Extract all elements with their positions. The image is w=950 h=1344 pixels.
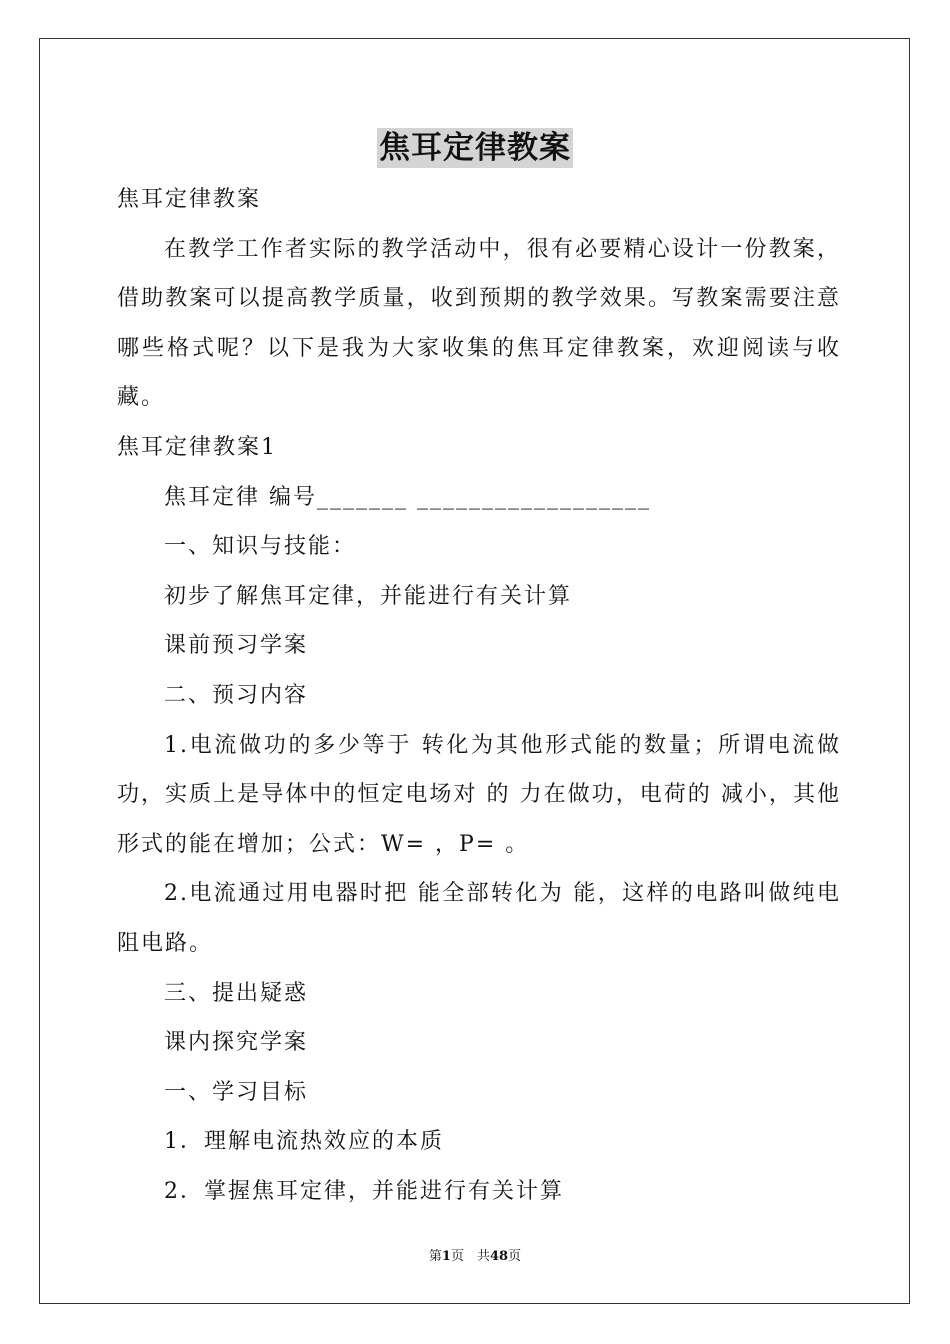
footer-suffix: 页 (508, 1249, 522, 1264)
paragraph: 1.电流做功的多少等于 转化为其他形式能的数量；所谓电流做功，实质上是导体中的恒定电场对 的 力在做功，电荷的 减小，其他形式的能在增加；公式：W= ，P= 。 (117, 732, 841, 857)
text-line: 1．理解电流热效应的本质 (164, 1129, 444, 1155)
total-pages: 48 (489, 1249, 509, 1264)
page-footer (0, 1248, 950, 1266)
paragraph: 2.电流通过用电器时把 能全部转化为 能，这样的电路叫做纯电阻电路。 (117, 881, 841, 956)
intro-paragraph: 在教学工作者实际的教学活动中，很有必要精心设计一份教案，借助教案可以提高教学质量，收到预期的教学效果。写教案需要注意哪些格式呢？以下是我为大家收集的焦耳定律教案，欢迎阅读与收藏。 (117, 236, 841, 411)
text-line: 三、提出疑惑 (164, 980, 309, 1006)
text-line: 二、预习内容 (164, 682, 309, 708)
page-number: 1 (441, 1249, 451, 1264)
subtitle-line: 焦耳定律教案 (117, 187, 262, 212)
text-line: 初步了解焦耳定律，并能进行有关计算 (164, 583, 573, 609)
text-line: 焦耳定律 编号_______ __________________ (164, 484, 651, 510)
section-heading: 焦耳定律教案1 (117, 434, 277, 460)
text-line: 一、学习目标 (164, 1079, 309, 1105)
text-line: 2．掌握焦耳定律，并能进行有关计算 (164, 1178, 564, 1204)
text-line: 课内探究学案 (164, 1030, 309, 1056)
text-line: 课前预习学案 (164, 633, 309, 659)
text-line: 一、知识与技能： (164, 534, 357, 560)
document-body (117, 175, 841, 1216)
footer-prefix: 第 (428, 1249, 442, 1264)
footer-mid: 页 共 (450, 1249, 490, 1264)
document-title: 焦耳定律教案 (379, 130, 571, 166)
title-container (0, 128, 950, 168)
